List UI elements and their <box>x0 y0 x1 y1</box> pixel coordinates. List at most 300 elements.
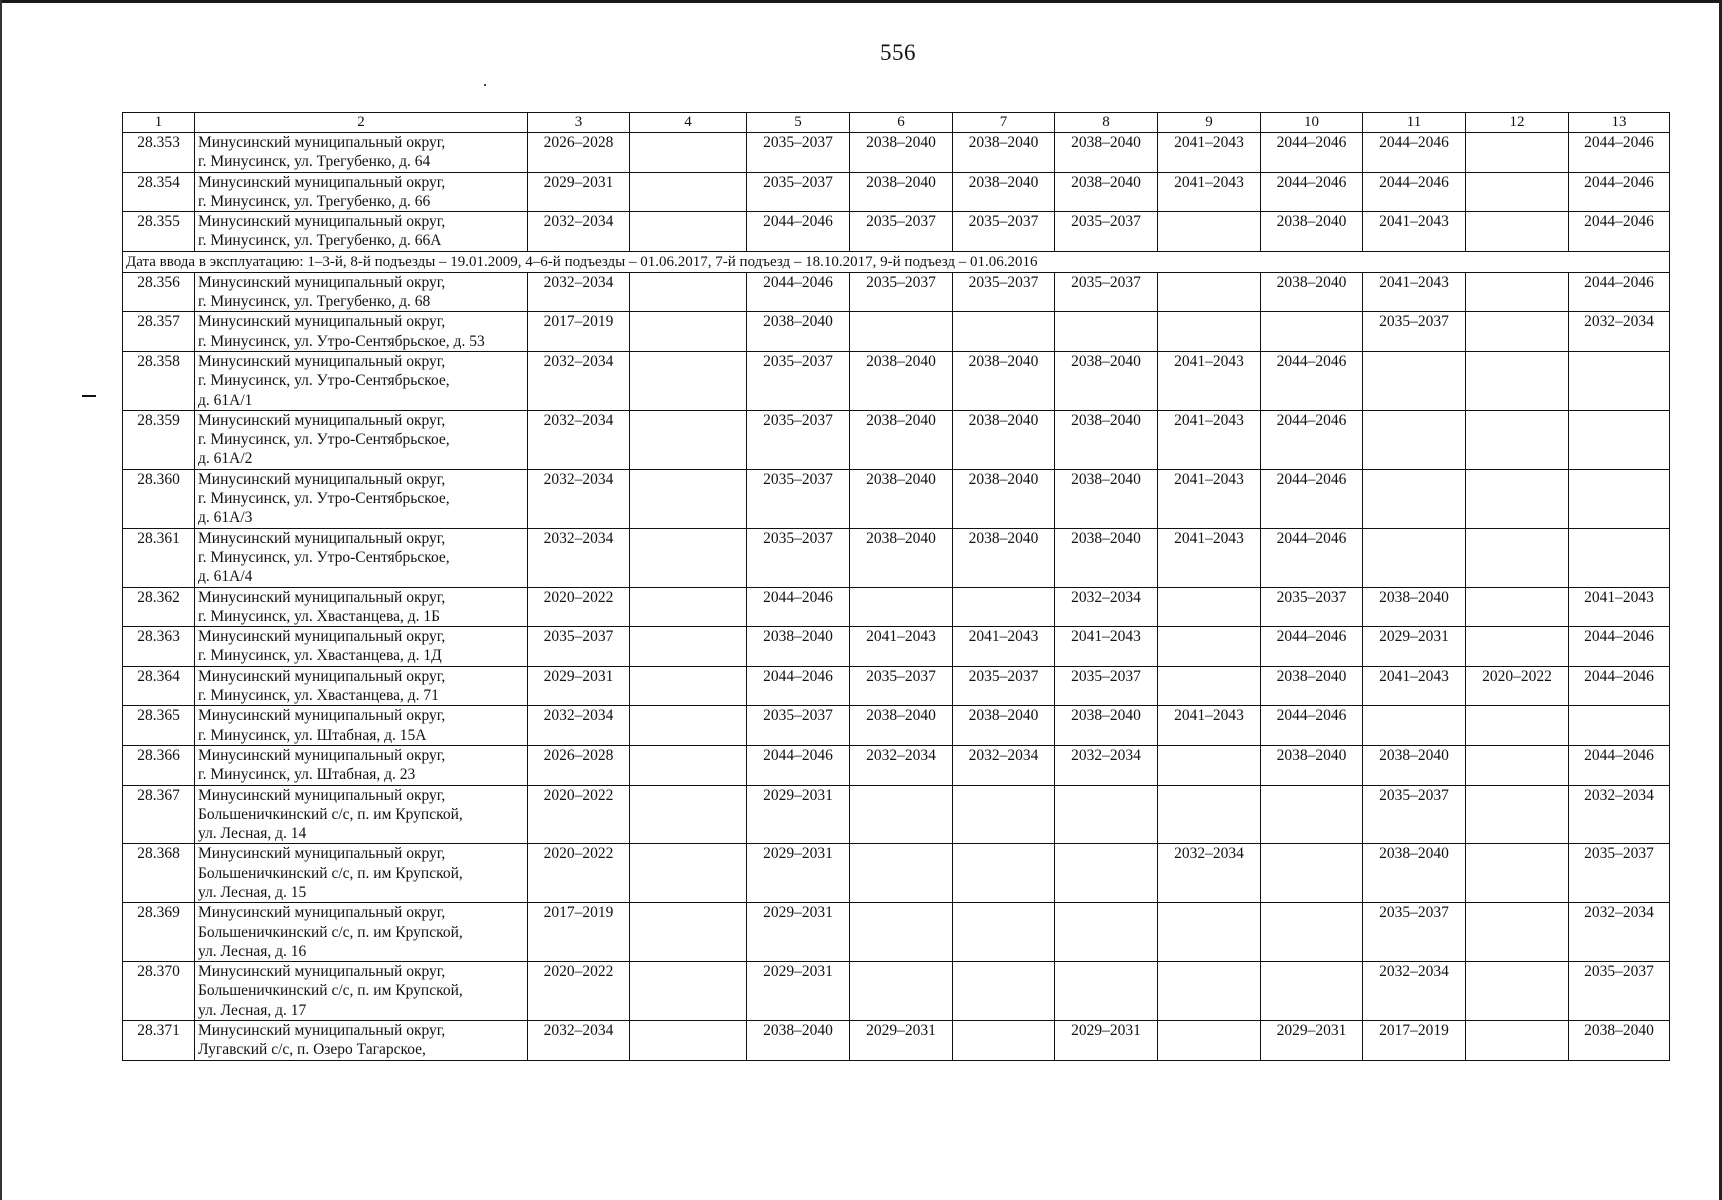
address-line: г. Минусинск, ул. Утро-Сентябрьское, <box>198 431 450 449</box>
period-cell-8: 2035–2037 <box>1055 272 1158 312</box>
period-cell-9 <box>1158 212 1261 252</box>
address-line: Большеничкинский с/с, п. им Крупской, <box>198 805 463 823</box>
address-cell <box>195 745 528 785</box>
period-cell-12 <box>1466 410 1569 469</box>
period-cell-7: 2038–2040 <box>953 410 1055 469</box>
period-cell-8 <box>1055 312 1158 352</box>
period-cell-3: 2017–2019 <box>528 312 630 352</box>
address-cell <box>195 666 528 706</box>
period-cell-7: 2038–2040 <box>953 351 1055 410</box>
address-line: Минусинский муниципальный округ, <box>198 746 446 764</box>
address-line: Минусинский муниципальный округ, <box>198 173 446 191</box>
period-cell-9: 2041–2043 <box>1158 528 1261 587</box>
address-line: Минусинский муниципальный округ, <box>198 273 446 291</box>
period-cell-9 <box>1158 962 1261 1021</box>
period-cell-8: 2032–2034 <box>1055 587 1158 627</box>
period-cell-7: 2038–2040 <box>953 528 1055 587</box>
margin-mark <box>82 395 96 397</box>
period-cell-12 <box>1466 745 1569 785</box>
row-number: 28.365 <box>123 706 195 746</box>
period-cell-11 <box>1363 351 1466 410</box>
period-cell-12 <box>1466 133 1569 173</box>
period-cell-4 <box>630 272 747 312</box>
period-cell-10: 2038–2040 <box>1261 212 1363 252</box>
period-cell-13: 2032–2034 <box>1569 312 1670 352</box>
table-row <box>123 903 1670 962</box>
period-cell-12 <box>1466 528 1569 587</box>
period-cell-10: 2044–2046 <box>1261 706 1363 746</box>
period-cell-5: 2035–2037 <box>747 410 850 469</box>
address-line: г. Минусинск, ул. Трегубенко, д. 64 <box>198 153 431 171</box>
period-cell-4 <box>630 844 747 903</box>
address-line: Минусинский муниципальный округ, <box>198 470 446 488</box>
period-cell-3: 2020–2022 <box>528 785 630 844</box>
table-row <box>123 469 1670 528</box>
period-cell-12 <box>1466 469 1569 528</box>
period-cell-10 <box>1261 844 1363 903</box>
row-number: 28.358 <box>123 351 195 410</box>
address-line: г. Минусинск, ул. Штабная, д. 23 <box>198 766 416 784</box>
period-cell-5: 2044–2046 <box>747 666 850 706</box>
address-line: ул. Лесная, д. 16 <box>198 942 307 960</box>
address-line: г. Минусинск, ул. Утро-Сентябрьское, <box>198 548 450 566</box>
scan-edge-left <box>0 0 2 1200</box>
period-cell-13: 2035–2037 <box>1569 962 1670 1021</box>
period-cell-11: 2038–2040 <box>1363 587 1466 627</box>
period-cell-13: 2044–2046 <box>1569 745 1670 785</box>
period-cell-8: 2041–2043 <box>1055 627 1158 667</box>
period-cell-8: 2038–2040 <box>1055 172 1158 212</box>
address-line: д. 61А/4 <box>198 568 253 586</box>
period-cell-11: 2038–2040 <box>1363 844 1466 903</box>
column-header: 9 <box>1158 113 1261 133</box>
address-line: ул. Лесная, д. 14 <box>198 825 307 843</box>
table-row <box>123 627 1670 667</box>
period-cell-11: 2041–2043 <box>1363 212 1466 252</box>
period-cell-13 <box>1569 706 1670 746</box>
period-cell-6: 2038–2040 <box>850 351 953 410</box>
period-cell-7: 2035–2037 <box>953 212 1055 252</box>
address-line: г. Минусинск, ул. Трегубенко, д. 66 <box>198 192 431 210</box>
address-line: Минусинский муниципальный округ, <box>198 845 446 863</box>
address-cell <box>195 844 528 903</box>
period-cell-5: 2035–2037 <box>747 528 850 587</box>
period-cell-5: 2038–2040 <box>747 1021 850 1061</box>
period-cell-8: 2035–2037 <box>1055 212 1158 252</box>
period-cell-11: 2035–2037 <box>1363 903 1466 962</box>
period-cell-5: 2029–2031 <box>747 903 850 962</box>
period-cell-8 <box>1055 844 1158 903</box>
period-cell-3: 2029–2031 <box>528 666 630 706</box>
row-number: 28.362 <box>123 587 195 627</box>
period-cell-13: 2044–2046 <box>1569 133 1670 173</box>
row-number: 28.357 <box>123 312 195 352</box>
address-cell <box>195 272 528 312</box>
period-cell-11: 2029–2031 <box>1363 627 1466 667</box>
address-line: Минусинский муниципальный округ, <box>198 707 446 725</box>
period-cell-3: 2032–2034 <box>528 272 630 312</box>
period-cell-5: 2038–2040 <box>747 627 850 667</box>
address-line: д. 61А/2 <box>198 450 253 468</box>
period-cell-12 <box>1466 312 1569 352</box>
commissioning-note-row <box>123 251 1670 272</box>
period-cell-3: 2032–2034 <box>528 706 630 746</box>
scan-speck <box>484 84 486 86</box>
period-cell-5: 2029–2031 <box>747 785 850 844</box>
address-line: Минусинский муниципальный округ, <box>198 963 446 981</box>
period-cell-10 <box>1261 312 1363 352</box>
period-cell-10: 2044–2046 <box>1261 627 1363 667</box>
period-cell-3: 2020–2022 <box>528 844 630 903</box>
table-row <box>123 133 1670 173</box>
period-cell-8 <box>1055 903 1158 962</box>
period-cell-12 <box>1466 962 1569 1021</box>
period-cell-8 <box>1055 962 1158 1021</box>
column-header: 10 <box>1261 113 1363 133</box>
period-cell-4 <box>630 1021 747 1061</box>
period-cell-10: 2038–2040 <box>1261 666 1363 706</box>
row-number: 28.369 <box>123 903 195 962</box>
period-cell-4 <box>630 133 747 173</box>
period-cell-9 <box>1158 627 1261 667</box>
period-cell-12 <box>1466 1021 1569 1061</box>
column-header: 13 <box>1569 113 1670 133</box>
period-cell-12 <box>1466 172 1569 212</box>
period-cell-5: 2044–2046 <box>747 745 850 785</box>
period-cell-13: 2032–2034 <box>1569 785 1670 844</box>
period-cell-7 <box>953 312 1055 352</box>
address-line: Минусинский муниципальный округ, <box>198 352 446 370</box>
address-cell <box>195 133 528 173</box>
period-cell-8: 2032–2034 <box>1055 745 1158 785</box>
period-cell-6: 2038–2040 <box>850 410 953 469</box>
period-cell-3: 2032–2034 <box>528 212 630 252</box>
period-cell-9: 2041–2043 <box>1158 172 1261 212</box>
table-row <box>123 785 1670 844</box>
period-cell-5: 2029–2031 <box>747 844 850 903</box>
column-header: 4 <box>630 113 747 133</box>
row-number: 28.367 <box>123 785 195 844</box>
period-cell-4 <box>630 410 747 469</box>
column-header: 7 <box>953 113 1055 133</box>
address-line: Минусинский муниципальный округ, <box>198 313 446 331</box>
address-line: Минусинский муниципальный округ, <box>198 1022 446 1040</box>
period-cell-7: 2038–2040 <box>953 133 1055 173</box>
address-line: Минусинский муниципальный округ, <box>198 904 446 922</box>
period-cell-13: 2044–2046 <box>1569 627 1670 667</box>
period-cell-4 <box>630 706 747 746</box>
period-cell-6: 2041–2043 <box>850 627 953 667</box>
period-cell-3: 2032–2034 <box>528 351 630 410</box>
period-cell-8: 2038–2040 <box>1055 133 1158 173</box>
column-header: 11 <box>1363 113 1466 133</box>
column-header: 2 <box>195 113 528 133</box>
period-cell-7 <box>953 1021 1055 1061</box>
table-row <box>123 272 1670 312</box>
period-cell-13 <box>1569 410 1670 469</box>
period-cell-13: 2038–2040 <box>1569 1021 1670 1061</box>
address-cell <box>195 469 528 528</box>
row-number: 28.370 <box>123 962 195 1021</box>
period-cell-6 <box>850 962 953 1021</box>
period-cell-6: 2038–2040 <box>850 706 953 746</box>
period-cell-6: 2035–2037 <box>850 272 953 312</box>
row-number: 28.354 <box>123 172 195 212</box>
address-cell <box>195 1021 528 1061</box>
address-line: г. Минусинск, ул. Трегубенко, д. 68 <box>198 293 431 311</box>
period-cell-13 <box>1569 351 1670 410</box>
address-line: г. Минусинск, ул. Утро-Сентябрьское, <box>198 490 450 508</box>
table-row <box>123 745 1670 785</box>
period-cell-7 <box>953 844 1055 903</box>
address-line: Минусинский муниципальный округ, <box>198 213 446 231</box>
period-cell-10: 2038–2040 <box>1261 745 1363 785</box>
address-line: Большеничкинский с/с, п. им Крупской, <box>198 982 463 1000</box>
period-cell-9 <box>1158 785 1261 844</box>
period-cell-9 <box>1158 745 1261 785</box>
address-line: г. Минусинск, ул. Штабная, д. 15А <box>198 726 427 744</box>
address-line: Минусинский муниципальный округ, <box>198 786 446 804</box>
period-cell-10: 2044–2046 <box>1261 172 1363 212</box>
period-cell-13 <box>1569 528 1670 587</box>
period-cell-5: 2035–2037 <box>747 133 850 173</box>
period-cell-3: 2026–2028 <box>528 133 630 173</box>
table-body <box>123 133 1670 1061</box>
address-cell <box>195 212 528 252</box>
period-cell-9 <box>1158 903 1261 962</box>
period-cell-7 <box>953 587 1055 627</box>
period-cell-6: 2038–2040 <box>850 172 953 212</box>
address-line: г. Минусинск, ул. Хвастанцева, д. 1Д <box>198 647 442 665</box>
table-row <box>123 1021 1670 1061</box>
address-cell <box>195 528 528 587</box>
address-cell <box>195 962 528 1021</box>
address-line: Минусинский муниципальный округ, <box>198 411 446 429</box>
period-cell-9: 2032–2034 <box>1158 844 1261 903</box>
period-cell-4 <box>630 666 747 706</box>
period-cell-6: 2035–2037 <box>850 212 953 252</box>
period-cell-7: 2038–2040 <box>953 172 1055 212</box>
row-number: 28.360 <box>123 469 195 528</box>
period-cell-5: 2044–2046 <box>747 587 850 627</box>
period-cell-4 <box>630 469 747 528</box>
period-cell-4 <box>630 528 747 587</box>
address-line: Минусинский муниципальный округ, <box>198 588 446 606</box>
period-cell-5: 2035–2037 <box>747 706 850 746</box>
column-header: 8 <box>1055 113 1158 133</box>
table-row <box>123 587 1670 627</box>
period-cell-9 <box>1158 272 1261 312</box>
period-cell-11 <box>1363 410 1466 469</box>
row-number: 28.366 <box>123 745 195 785</box>
period-cell-7: 2035–2037 <box>953 666 1055 706</box>
column-header: 1 <box>123 113 195 133</box>
period-cell-5: 2035–2037 <box>747 172 850 212</box>
period-cell-6 <box>850 312 953 352</box>
row-number: 28.356 <box>123 272 195 312</box>
period-cell-12 <box>1466 587 1569 627</box>
period-cell-3: 2035–2037 <box>528 627 630 667</box>
row-number: 28.368 <box>123 844 195 903</box>
period-cell-11: 2032–2034 <box>1363 962 1466 1021</box>
period-cell-12 <box>1466 212 1569 252</box>
period-cell-3: 2017–2019 <box>528 903 630 962</box>
row-number: 28.363 <box>123 627 195 667</box>
page-number: 556 <box>880 40 916 65</box>
period-cell-4 <box>630 212 747 252</box>
period-cell-10: 2044–2046 <box>1261 410 1363 469</box>
row-number: 28.355 <box>123 212 195 252</box>
period-cell-8: 2038–2040 <box>1055 410 1158 469</box>
period-cell-9 <box>1158 666 1261 706</box>
address-cell <box>195 172 528 212</box>
period-cell-7 <box>953 903 1055 962</box>
period-cell-6: 2038–2040 <box>850 133 953 173</box>
address-line: Минусинский муниципальный округ, <box>198 667 446 685</box>
period-cell-8: 2038–2040 <box>1055 469 1158 528</box>
period-cell-5: 2029–2031 <box>747 962 850 1021</box>
address-line: д. 61А/1 <box>198 391 253 409</box>
period-cell-11 <box>1363 706 1466 746</box>
period-cell-10: 2035–2037 <box>1261 587 1363 627</box>
period-cell-10: 2029–2031 <box>1261 1021 1363 1061</box>
address-line: ул. Лесная, д. 15 <box>198 883 307 901</box>
column-header: 5 <box>747 113 850 133</box>
address-cell <box>195 312 528 352</box>
address-line: Большеничкинский с/с, п. им Крупской, <box>198 923 463 941</box>
period-cell-13 <box>1569 469 1670 528</box>
period-cell-7 <box>953 785 1055 844</box>
address-cell <box>195 410 528 469</box>
period-cell-8: 2035–2037 <box>1055 666 1158 706</box>
period-cell-11: 2041–2043 <box>1363 272 1466 312</box>
period-cell-7: 2041–2043 <box>953 627 1055 667</box>
period-cell-5: 2038–2040 <box>747 312 850 352</box>
period-cell-5: 2044–2046 <box>747 272 850 312</box>
period-cell-13: 2035–2037 <box>1569 844 1670 903</box>
row-number: 28.371 <box>123 1021 195 1061</box>
address-line: Минусинский муниципальный округ, <box>198 529 446 547</box>
period-cell-8: 2038–2040 <box>1055 528 1158 587</box>
address-line: г. Минусинск, ул. Трегубенко, д. 66А <box>198 232 442 250</box>
period-cell-13: 2032–2034 <box>1569 903 1670 962</box>
period-cell-13: 2044–2046 <box>1569 666 1670 706</box>
table-row <box>123 844 1670 903</box>
period-cell-4 <box>630 745 747 785</box>
address-cell <box>195 706 528 746</box>
period-cell-6 <box>850 785 953 844</box>
period-cell-5: 2044–2046 <box>747 212 850 252</box>
period-cell-6 <box>850 587 953 627</box>
table-row <box>123 410 1670 469</box>
address-line: д. 61А/3 <box>198 509 253 527</box>
column-number-row <box>123 113 1670 133</box>
column-header: 12 <box>1466 113 1569 133</box>
period-cell-10: 2044–2046 <box>1261 469 1363 528</box>
period-cell-9 <box>1158 1021 1261 1061</box>
period-cell-8: 2038–2040 <box>1055 706 1158 746</box>
schedule-table <box>122 112 1670 1061</box>
period-cell-12 <box>1466 844 1569 903</box>
period-cell-11: 2041–2043 <box>1363 666 1466 706</box>
address-cell <box>195 627 528 667</box>
address-line: г. Минусинск, ул. Хвастанцева, д. 1Б <box>198 607 441 625</box>
period-cell-11 <box>1363 528 1466 587</box>
period-cell-13: 2044–2046 <box>1569 272 1670 312</box>
period-cell-13: 2044–2046 <box>1569 172 1670 212</box>
table-row <box>123 666 1670 706</box>
table-row <box>123 528 1670 587</box>
period-cell-9: 2041–2043 <box>1158 133 1261 173</box>
table-row <box>123 172 1670 212</box>
row-number: 28.359 <box>123 410 195 469</box>
period-cell-6: 2038–2040 <box>850 528 953 587</box>
period-cell-10 <box>1261 785 1363 844</box>
period-cell-7: 2038–2040 <box>953 469 1055 528</box>
row-number: 28.361 <box>123 528 195 587</box>
period-cell-4 <box>630 351 747 410</box>
period-cell-12 <box>1466 706 1569 746</box>
period-cell-9: 2041–2043 <box>1158 351 1261 410</box>
address-line: г. Минусинск, ул. Хвастанцева, д. 71 <box>198 687 439 705</box>
address-cell <box>195 587 528 627</box>
table-row <box>123 706 1670 746</box>
address-line: ул. Лесная, д. 17 <box>198 1001 307 1019</box>
period-cell-4 <box>630 627 747 667</box>
period-cell-3: 2032–2034 <box>528 528 630 587</box>
period-cell-3: 2032–2034 <box>528 410 630 469</box>
period-cell-11: 2044–2046 <box>1363 172 1466 212</box>
table-row <box>123 351 1670 410</box>
period-cell-11: 2017–2019 <box>1363 1021 1466 1061</box>
period-cell-4 <box>630 587 747 627</box>
period-cell-10 <box>1261 903 1363 962</box>
period-cell-6 <box>850 844 953 903</box>
period-cell-6: 2038–2040 <box>850 469 953 528</box>
period-cell-4 <box>630 172 747 212</box>
period-cell-10: 2044–2046 <box>1261 351 1363 410</box>
period-cell-3: 2029–2031 <box>528 172 630 212</box>
period-cell-8 <box>1055 785 1158 844</box>
period-cell-3: 2032–2034 <box>528 469 630 528</box>
period-cell-12 <box>1466 627 1569 667</box>
period-cell-13: 2041–2043 <box>1569 587 1670 627</box>
scan-edge-top <box>0 0 1722 3</box>
period-cell-11: 2035–2037 <box>1363 312 1466 352</box>
period-cell-8: 2038–2040 <box>1055 351 1158 410</box>
period-cell-10 <box>1261 962 1363 1021</box>
row-number: 28.364 <box>123 666 195 706</box>
address-line: Минусинский муниципальный округ, <box>198 134 446 151</box>
period-cell-7: 2032–2034 <box>953 745 1055 785</box>
period-cell-13: 2044–2046 <box>1569 212 1670 252</box>
address-cell <box>195 785 528 844</box>
period-cell-12 <box>1466 785 1569 844</box>
period-cell-3: 2032–2034 <box>528 1021 630 1061</box>
period-cell-6: 2029–2031 <box>850 1021 953 1061</box>
period-cell-5: 2035–2037 <box>747 351 850 410</box>
column-header: 3 <box>528 113 630 133</box>
period-cell-3: 2020–2022 <box>528 962 630 1021</box>
address-line: Большеничкинский с/с, п. им Крупской, <box>198 864 463 882</box>
period-cell-9: 2041–2043 <box>1158 706 1261 746</box>
period-cell-6 <box>850 903 953 962</box>
period-cell-10: 2044–2046 <box>1261 133 1363 173</box>
period-cell-6: 2035–2037 <box>850 666 953 706</box>
period-cell-4 <box>630 962 747 1021</box>
period-cell-8: 2029–2031 <box>1055 1021 1158 1061</box>
period-cell-12 <box>1466 903 1569 962</box>
